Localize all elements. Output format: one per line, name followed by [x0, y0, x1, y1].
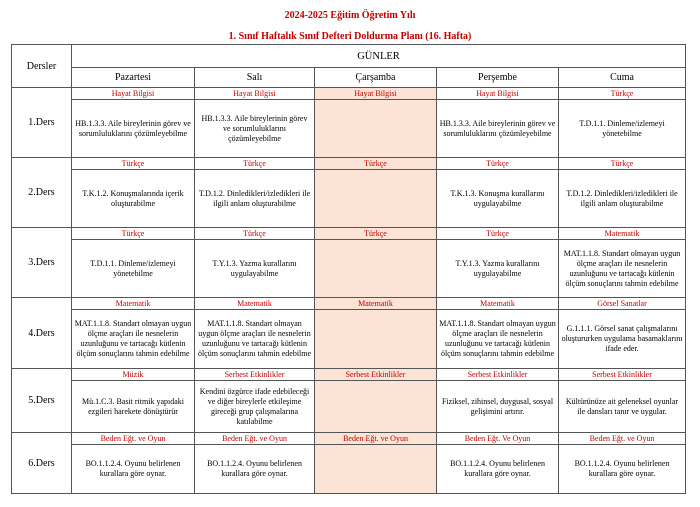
subject-cell: Beden Eğt. ve Oyun	[195, 433, 315, 445]
objective-cell: MAT.1.1.8. Standart olmayan uygun ölçme araçları ile nesnelerin uzunluğunu ve tartacağı kütlenin ölçüm sonuçlarını tahmin edebilme	[72, 310, 195, 369]
document-subtitle: 1. Sınıf Haftalık Sınıf Defteri Doldurma Planı (16. Hafta)	[228, 31, 472, 42]
lesson-label: 4.Ders	[12, 298, 72, 369]
gunler-header: GÜNLER	[72, 45, 686, 68]
subject-cell: Beden Eğt. Ve Oyun	[437, 433, 559, 445]
subject-cell: Türkçe	[559, 88, 686, 100]
subject-cell: Serbest Etkinlikler	[195, 369, 315, 381]
day-cuma-header: Cuma	[559, 68, 686, 88]
objective-cell: Mü.1.C.3. Basit ritmik yapıdaki ezgileri harekete dönüştürür	[72, 381, 195, 433]
objective-cell: T.K.1.3. Konuşma kurallarını uygulayabilme	[437, 170, 559, 228]
objective-cell: HB.1.3.3. Aile bireylerinin görev ve sorumluluklarını çözümleyebilme	[437, 100, 559, 158]
subject-cell: Türkçe	[315, 228, 437, 240]
subject-cell: Türkçe	[195, 158, 315, 170]
day-pazartesi-header: Pazartesi	[72, 68, 195, 88]
objective-cell	[315, 240, 437, 298]
objective-cell: T.Y.1.3. Yazma kurallarını uygulayabilme	[195, 240, 315, 298]
lesson-label: 1.Ders	[12, 88, 72, 158]
objective-cell: G.1.1.1. Görsel sanat çalışmalarını oluştururken uygulama basamaklarını ifade eder.	[559, 310, 686, 369]
objective-cell: HB.1.3.3. Aile bireylerinin görev ve sorumluluklarını çözümleyebilme	[72, 100, 195, 158]
subject-cell: Müzik	[72, 369, 195, 381]
objective-cell	[315, 310, 437, 369]
subject-cell: Görsel Sanatlar	[559, 298, 686, 310]
subject-cell: Serbest Etkinlikler	[315, 369, 437, 381]
objective-cell: BO.1.1.2.4. Oyunu belirlenen kurallara göre oynar.	[72, 445, 195, 494]
objective-cell: Kültürünüze ait geleneksel oyunlar ile dansları tanır ve uygular.	[559, 381, 686, 433]
subject-cell: Hayat Bilgisi	[315, 88, 437, 100]
day-sali-header: Salı	[195, 68, 315, 88]
subject-cell: Hayat Bilgisi	[195, 88, 315, 100]
objective-cell: T.K.1.2. Konuşmalarında içerik oluşturabilme	[72, 170, 195, 228]
objective-cell: Fiziksel, zihinsel, duygusal, sosyal gelişimini artırır.	[437, 381, 559, 433]
subject-cell: Türkçe	[437, 228, 559, 240]
subject-cell: Türkçe	[437, 158, 559, 170]
objective-cell: MAT.1.1.8. Standart olmayan uygun ölçme araçları ile nesnelerin uzunluğunu ve tartacağı kütlenin ölçüm sonuçlarını tahmin edebilme	[559, 240, 686, 298]
objective-cell: T.D.1.1. Dinleme/izlemeyi yönetebilme	[559, 100, 686, 158]
subject-cell: Beden Eğt. ve Oyun	[315, 433, 437, 445]
subject-cell: Matematik	[195, 298, 315, 310]
objective-cell: T.Y.1.3. Yazma kurallarını uygulayabilme	[437, 240, 559, 298]
subject-cell: Serbest Etkinlikler	[559, 369, 686, 381]
subject-cell: Türkçe	[315, 158, 437, 170]
lesson-label: 5.Ders	[12, 369, 72, 433]
subject-cell: Türkçe	[72, 158, 195, 170]
objective-cell: T.D.1.2. Dinledikleri/izledikleri ile ilgili anlam oluşturabilme	[559, 170, 686, 228]
objective-cell: BO.1.1.2.4. Oyunu belirlenen kurallara göre oynar.	[437, 445, 559, 494]
objective-cell: T.D.1.2. Dinledikleri/izledikleri ile ilgili anlam oluşturabilme	[195, 170, 315, 228]
objective-cell: MAT.1.1.8. Standart olmayan uygun ölçme araçları ile nesnelerin uzunluğunu ve tartacağı kütlenin ölçüm sonuçlarını tahmin edebilme	[195, 310, 315, 369]
day-persembe-header: Perşembe	[437, 68, 559, 88]
subject-cell: Hayat Bilgisi	[72, 88, 195, 100]
objective-cell: MAT.1.1.8. Standart olmayan uygun ölçme araçları ile nesnelerin uzunluğunu ve tartacağı kütlenin ölçüm sonuçlarını tahmin edebilme	[437, 310, 559, 369]
objective-cell: HB.1.3.3. Aile bireylerinin görev ve sorumluluklarını çözümleyebilme	[195, 100, 315, 158]
lesson-label: 6.Ders	[12, 433, 72, 494]
objective-cell: BO.1.1.2.4. Oyunu belirlenen kurallara göre oynar.	[559, 445, 686, 494]
objective-cell: T.D.1.1. Dinleme/izlemeyi yönetebilme	[72, 240, 195, 298]
subject-cell: Beden Eğt. ve Oyun	[72, 433, 195, 445]
lesson-label: 3.Ders	[12, 228, 72, 298]
weekly-plan-table	[11, 44, 686, 494]
objective-cell	[315, 100, 437, 158]
subject-cell: Türkçe	[195, 228, 315, 240]
objective-cell: BO.1.1.2.4. Oyunu belirlenen kurallara göre oynar.	[195, 445, 315, 494]
subject-cell: Serbest Etkinlikler	[437, 369, 559, 381]
subject-cell: Beden Eğt. ve Oyun	[559, 433, 686, 445]
objective-cell	[315, 381, 437, 433]
subject-cell: Matematik	[559, 228, 686, 240]
subject-cell: Hayat Bilgisi	[437, 88, 559, 100]
objective-cell	[315, 445, 437, 494]
day-carsamba-header: Çarşamba	[315, 68, 437, 88]
subject-cell: Matematik	[315, 298, 437, 310]
objective-cell	[315, 170, 437, 228]
dersler-header: Dersler	[12, 45, 72, 88]
subject-cell: Matematik	[72, 298, 195, 310]
subject-cell: Türkçe	[72, 228, 195, 240]
subject-cell: Matematik	[437, 298, 559, 310]
document-title: 2024-2025 Eğitim Öğretim Yılı	[284, 10, 416, 21]
subject-cell: Türkçe	[559, 158, 686, 170]
lesson-label: 2.Ders	[12, 158, 72, 228]
objective-cell: Kendini özgürce ifade edebileceği ve diğer bireylerle etkileşime gireceği grup çalışmalarına katılabilme	[195, 381, 315, 433]
